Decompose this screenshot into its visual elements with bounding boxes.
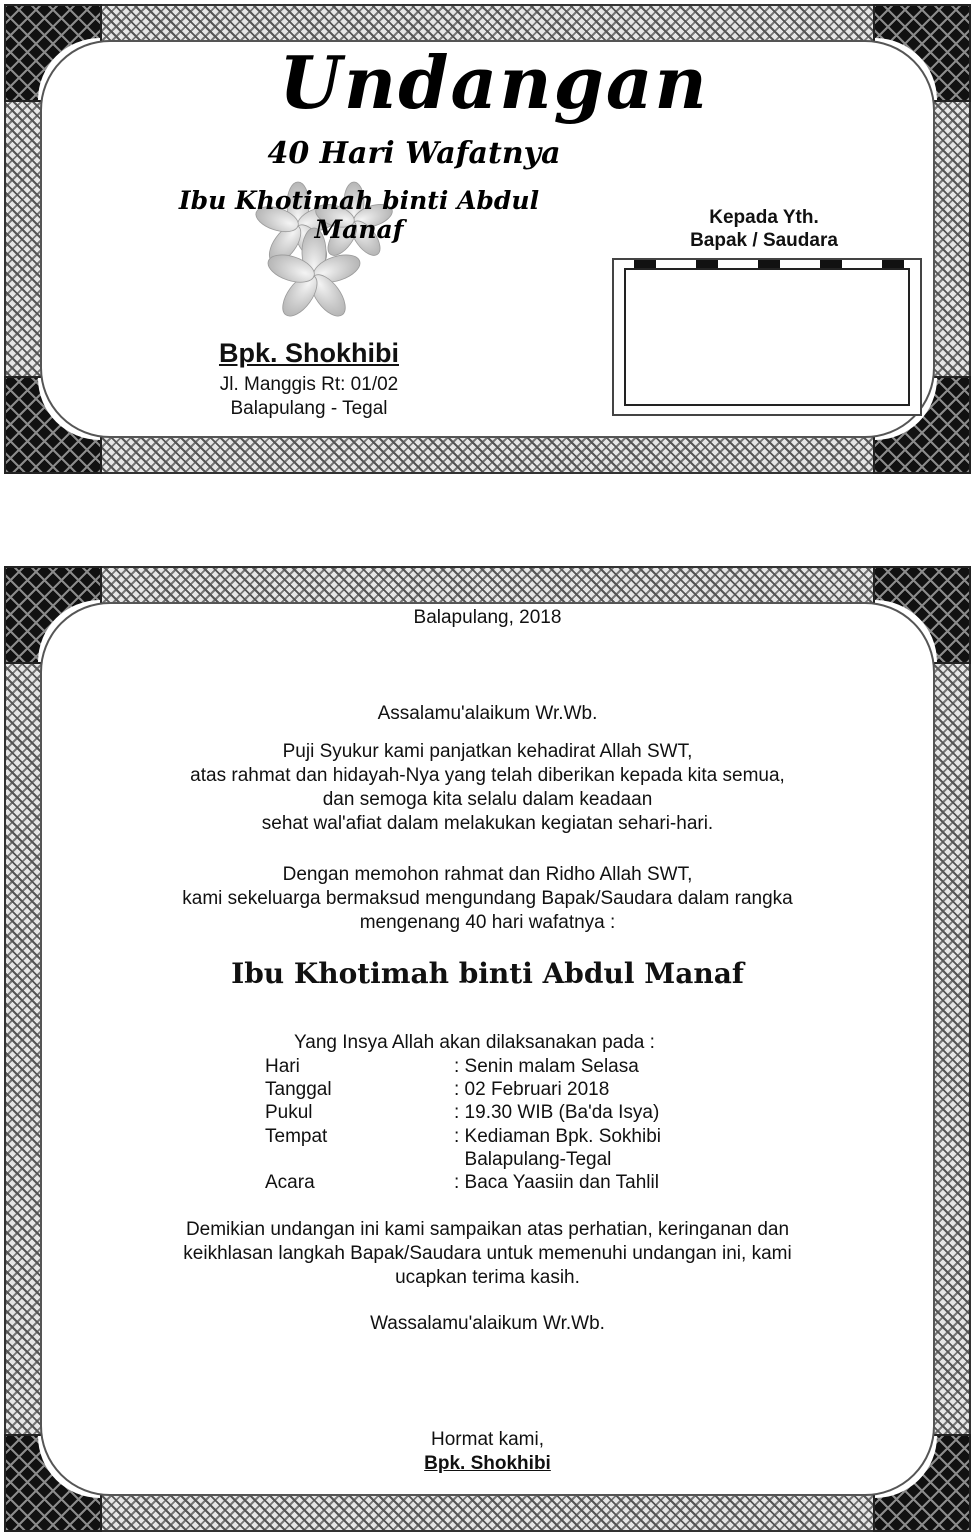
detail-value: : Senin malam Selasa <box>454 1056 639 1077</box>
letter-card <box>4 566 971 1532</box>
detail-value: : 19.30 WIB (Ba'da Isya) <box>454 1102 660 1123</box>
detail-row-tanggal <box>265 1079 609 1101</box>
detail-row-hari <box>265 1056 639 1078</box>
box-ornament-tick <box>882 260 904 268</box>
detail-label: Tanggal <box>265 1079 332 1100</box>
box-ornament-tick <box>696 260 718 268</box>
detail-row-acara <box>265 1172 659 1194</box>
recipient-label: Bapak / Saudara <box>690 230 838 251</box>
box-ornament-tick <box>634 260 656 268</box>
letter-date: Balapulang, 2018 <box>413 607 562 628</box>
letter-signature: Bpk. Shokhibi <box>424 1453 551 1474</box>
paragraph-line: ucapkan terima kasih. <box>395 1267 580 1288</box>
detail-value: : 02 Februari 2018 <box>454 1079 610 1100</box>
detail-label: Acara <box>265 1172 315 1193</box>
detail-row-tempat-cont <box>265 1149 611 1171</box>
sender-address-line: Jl. Manggis Rt: 01/02 <box>219 374 399 395</box>
letter-paragraph-opening <box>104 740 871 836</box>
detail-value: Balapulang-Tegal <box>454 1149 612 1170</box>
letter-paragraph-closing <box>104 1218 871 1290</box>
detail-label: Hari <box>265 1056 300 1077</box>
event-intro: Yang Insya Allah akan dilaksanakan pada : <box>294 1032 655 1053</box>
sender-name: Bpk. Shokhibi <box>218 338 399 368</box>
paragraph-line: sehat wal'afiat dalam melakukan kegiatan sehari-hari. <box>261 813 714 834</box>
detail-label <box>265 1149 454 1171</box>
detail-row-pukul <box>265 1102 659 1124</box>
paragraph-line: atas rahmat dan hidayah-Nya yang telah diberikan kepada kita semua, <box>190 765 785 786</box>
letter-regards: Hormat kami, <box>431 1429 544 1450</box>
sender-address-line: Balapulang - Tegal <box>230 398 388 419</box>
deceased-name: Ibu Khotimah binti Abdul Manaf <box>231 957 744 990</box>
paragraph-line: kami sekeluarga bermaksud mengundang Bapak/Saudara dalam rangka <box>182 888 793 909</box>
deceased-name-heading: Ibu Khotimah binti Abdul Manaf <box>178 186 540 244</box>
detail-label: Tempat <box>265 1126 328 1147</box>
paragraph-line: Puji Syukur kami panjatkan kehadirat Allah SWT, <box>282 741 693 762</box>
letter-greeting: Assalamu'alaikum Wr.Wb. <box>377 703 598 724</box>
invitation-subtitle: 40 Hari Wafatnya <box>267 136 561 171</box>
detail-row-tempat <box>265 1126 661 1148</box>
letter-farewell: Wassalamu'alaikum Wr.Wb. <box>370 1313 605 1334</box>
envelope-card <box>4 4 971 474</box>
detail-label: Pukul <box>265 1102 313 1123</box>
paragraph-line: Dengan memohon rahmat dan Ridho Allah SWT, <box>282 864 693 885</box>
box-ornament-tick <box>758 260 780 268</box>
box-ornament-tick <box>820 260 842 268</box>
recipient-address-box[interactable] <box>612 258 922 416</box>
paragraph-line: Demikian undangan ini kami sampaikan atas perhatian, keringanan dan <box>185 1219 790 1240</box>
invitation-title: Undangan <box>279 40 709 125</box>
paragraph-line: mengenang 40 hari wafatnya : <box>359 912 616 933</box>
detail-value: : Kediaman Bpk. Sokhibi <box>454 1126 662 1147</box>
letter-paragraph-invite <box>104 863 871 935</box>
address-writing-area[interactable] <box>624 268 910 406</box>
recipient-label: Kepada Yth. <box>709 207 819 228</box>
paragraph-line: dan semoga kita selalu dalam keadaan <box>322 789 653 810</box>
detail-value: : Baca Yaasiin dan Tahlil <box>454 1172 659 1193</box>
paragraph-line: keikhlasan langkah Bapak/Saudara untuk memenuhi undangan ini, kami <box>183 1243 792 1264</box>
